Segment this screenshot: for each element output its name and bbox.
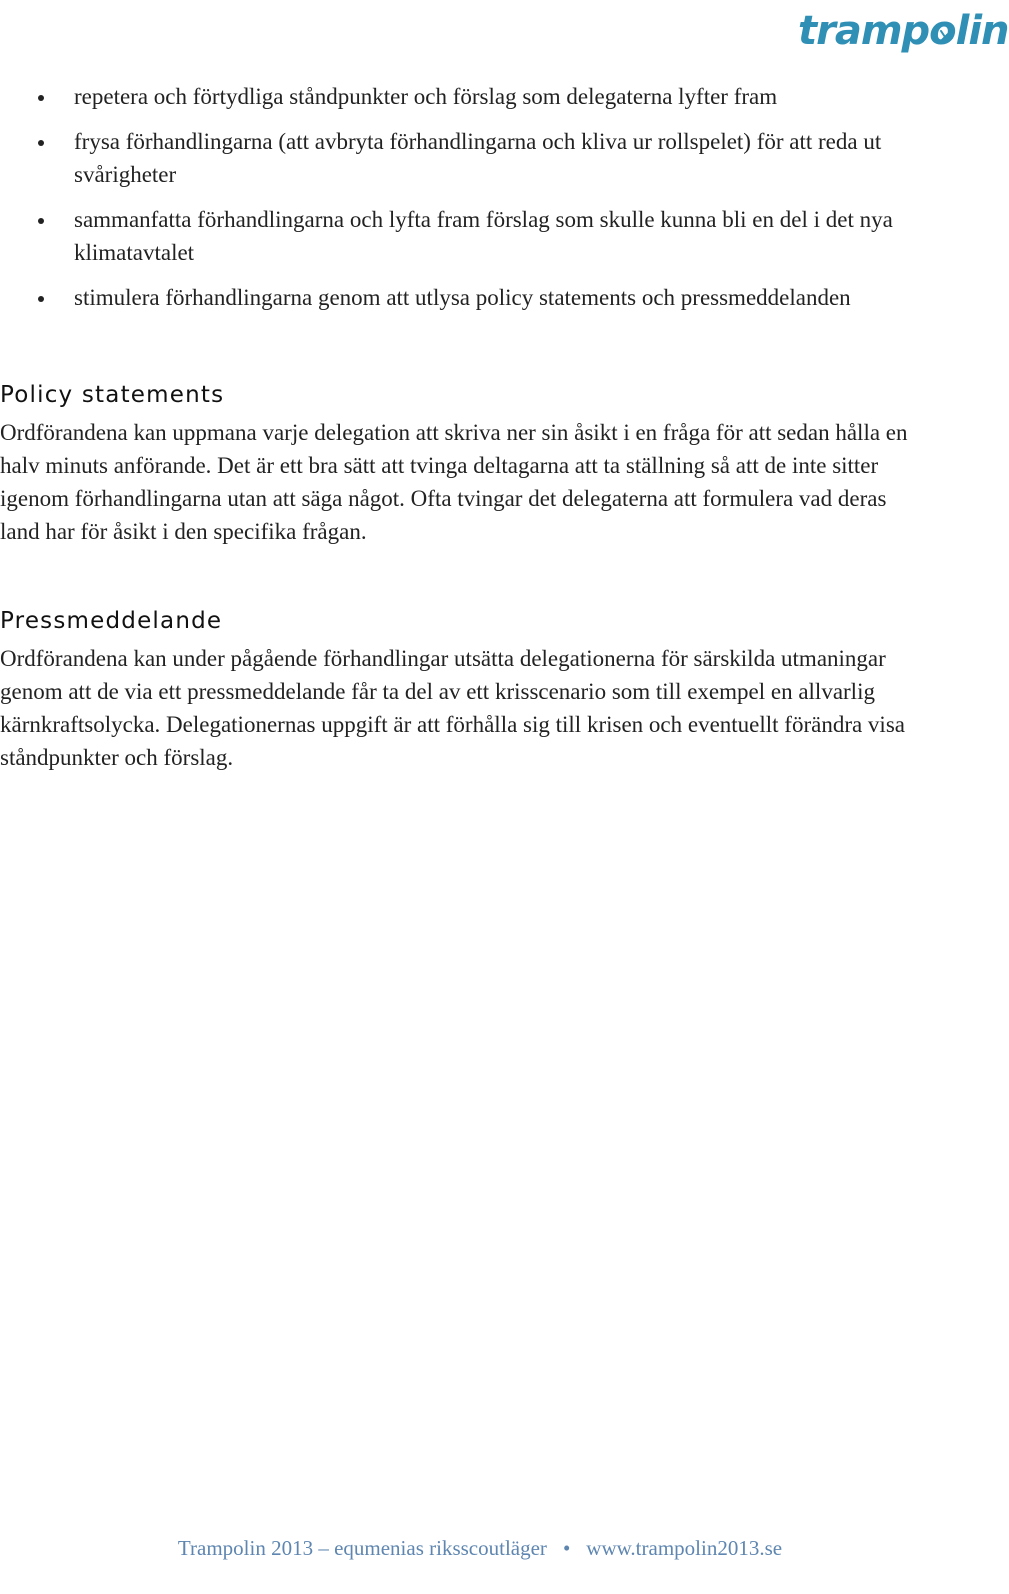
list-item-text: repetera och förtydliga ståndpunkter och förslag som delegaterna lyfter fram: [74, 84, 778, 109]
list-item: [0, 80, 930, 113]
document-body: [0, 80, 930, 774]
section-heading-policy: Policy statements: [0, 382, 225, 408]
footer-separator: •: [562, 1536, 571, 1560]
list-item-text: sammanfatta förhandlingarna och lyfta fram förslag som skulle kunna bli en del i det nya klimatavtalet: [74, 207, 893, 265]
bullet-icon: [38, 140, 44, 146]
list-item-text: stimulera förhandlingarna genom att utlysa policy statements och pressmeddelanden: [74, 285, 851, 310]
footer-title: Trampolin 2013 – equmenias riksscoutläger: [177, 1536, 547, 1560]
trampolin-logo: [794, 4, 1009, 70]
list-item: [0, 125, 930, 191]
section-text-policy: Ordförandena kan uppmana varje delegation att skriva ner sin åsikt i en fråga för att sedan hålla en halv minuts anförande. Det är ett bra sätt att tvinga deltagarna att ta ställning så att de inte sitter igenom förhandlingarna utan att säga något. Ofta tvingar det delegaterna att formulera vad deras land har för åsikt i den specifika frågan.: [0, 420, 908, 544]
bullet-icon: [38, 95, 44, 101]
logo-wordmark: trampolin: [798, 8, 1009, 54]
list-item: [0, 281, 930, 314]
page-footer: [0, 1536, 960, 1561]
bullet-icon: [38, 218, 44, 224]
footer-url: www.trampolin2013.se: [586, 1536, 783, 1560]
list-item-text: frysa förhandlingarna (att avbryta förhandlingarna och kliva ur rollspelet) för att reda ut svårigheter: [74, 129, 882, 187]
section-text-press: Ordförandena kan under pågående förhandlingar utsätta delegationerna för särskilda utmaningar genom att de via ett pressmeddelande får ta del av ett krisscenario som till exempel en allvarlig kärnkraftsolycka. Delegationernas uppgift är att förhålla sig till krisen och eventuellt förändra visa ståndpunkter och förslag.: [0, 646, 905, 770]
section-heading-press: Pressmeddelande: [0, 608, 223, 634]
bullet-list: [0, 80, 930, 314]
bullet-icon: [38, 296, 44, 302]
leaf-icon: [794, 4, 954, 70]
list-item: [0, 203, 930, 269]
